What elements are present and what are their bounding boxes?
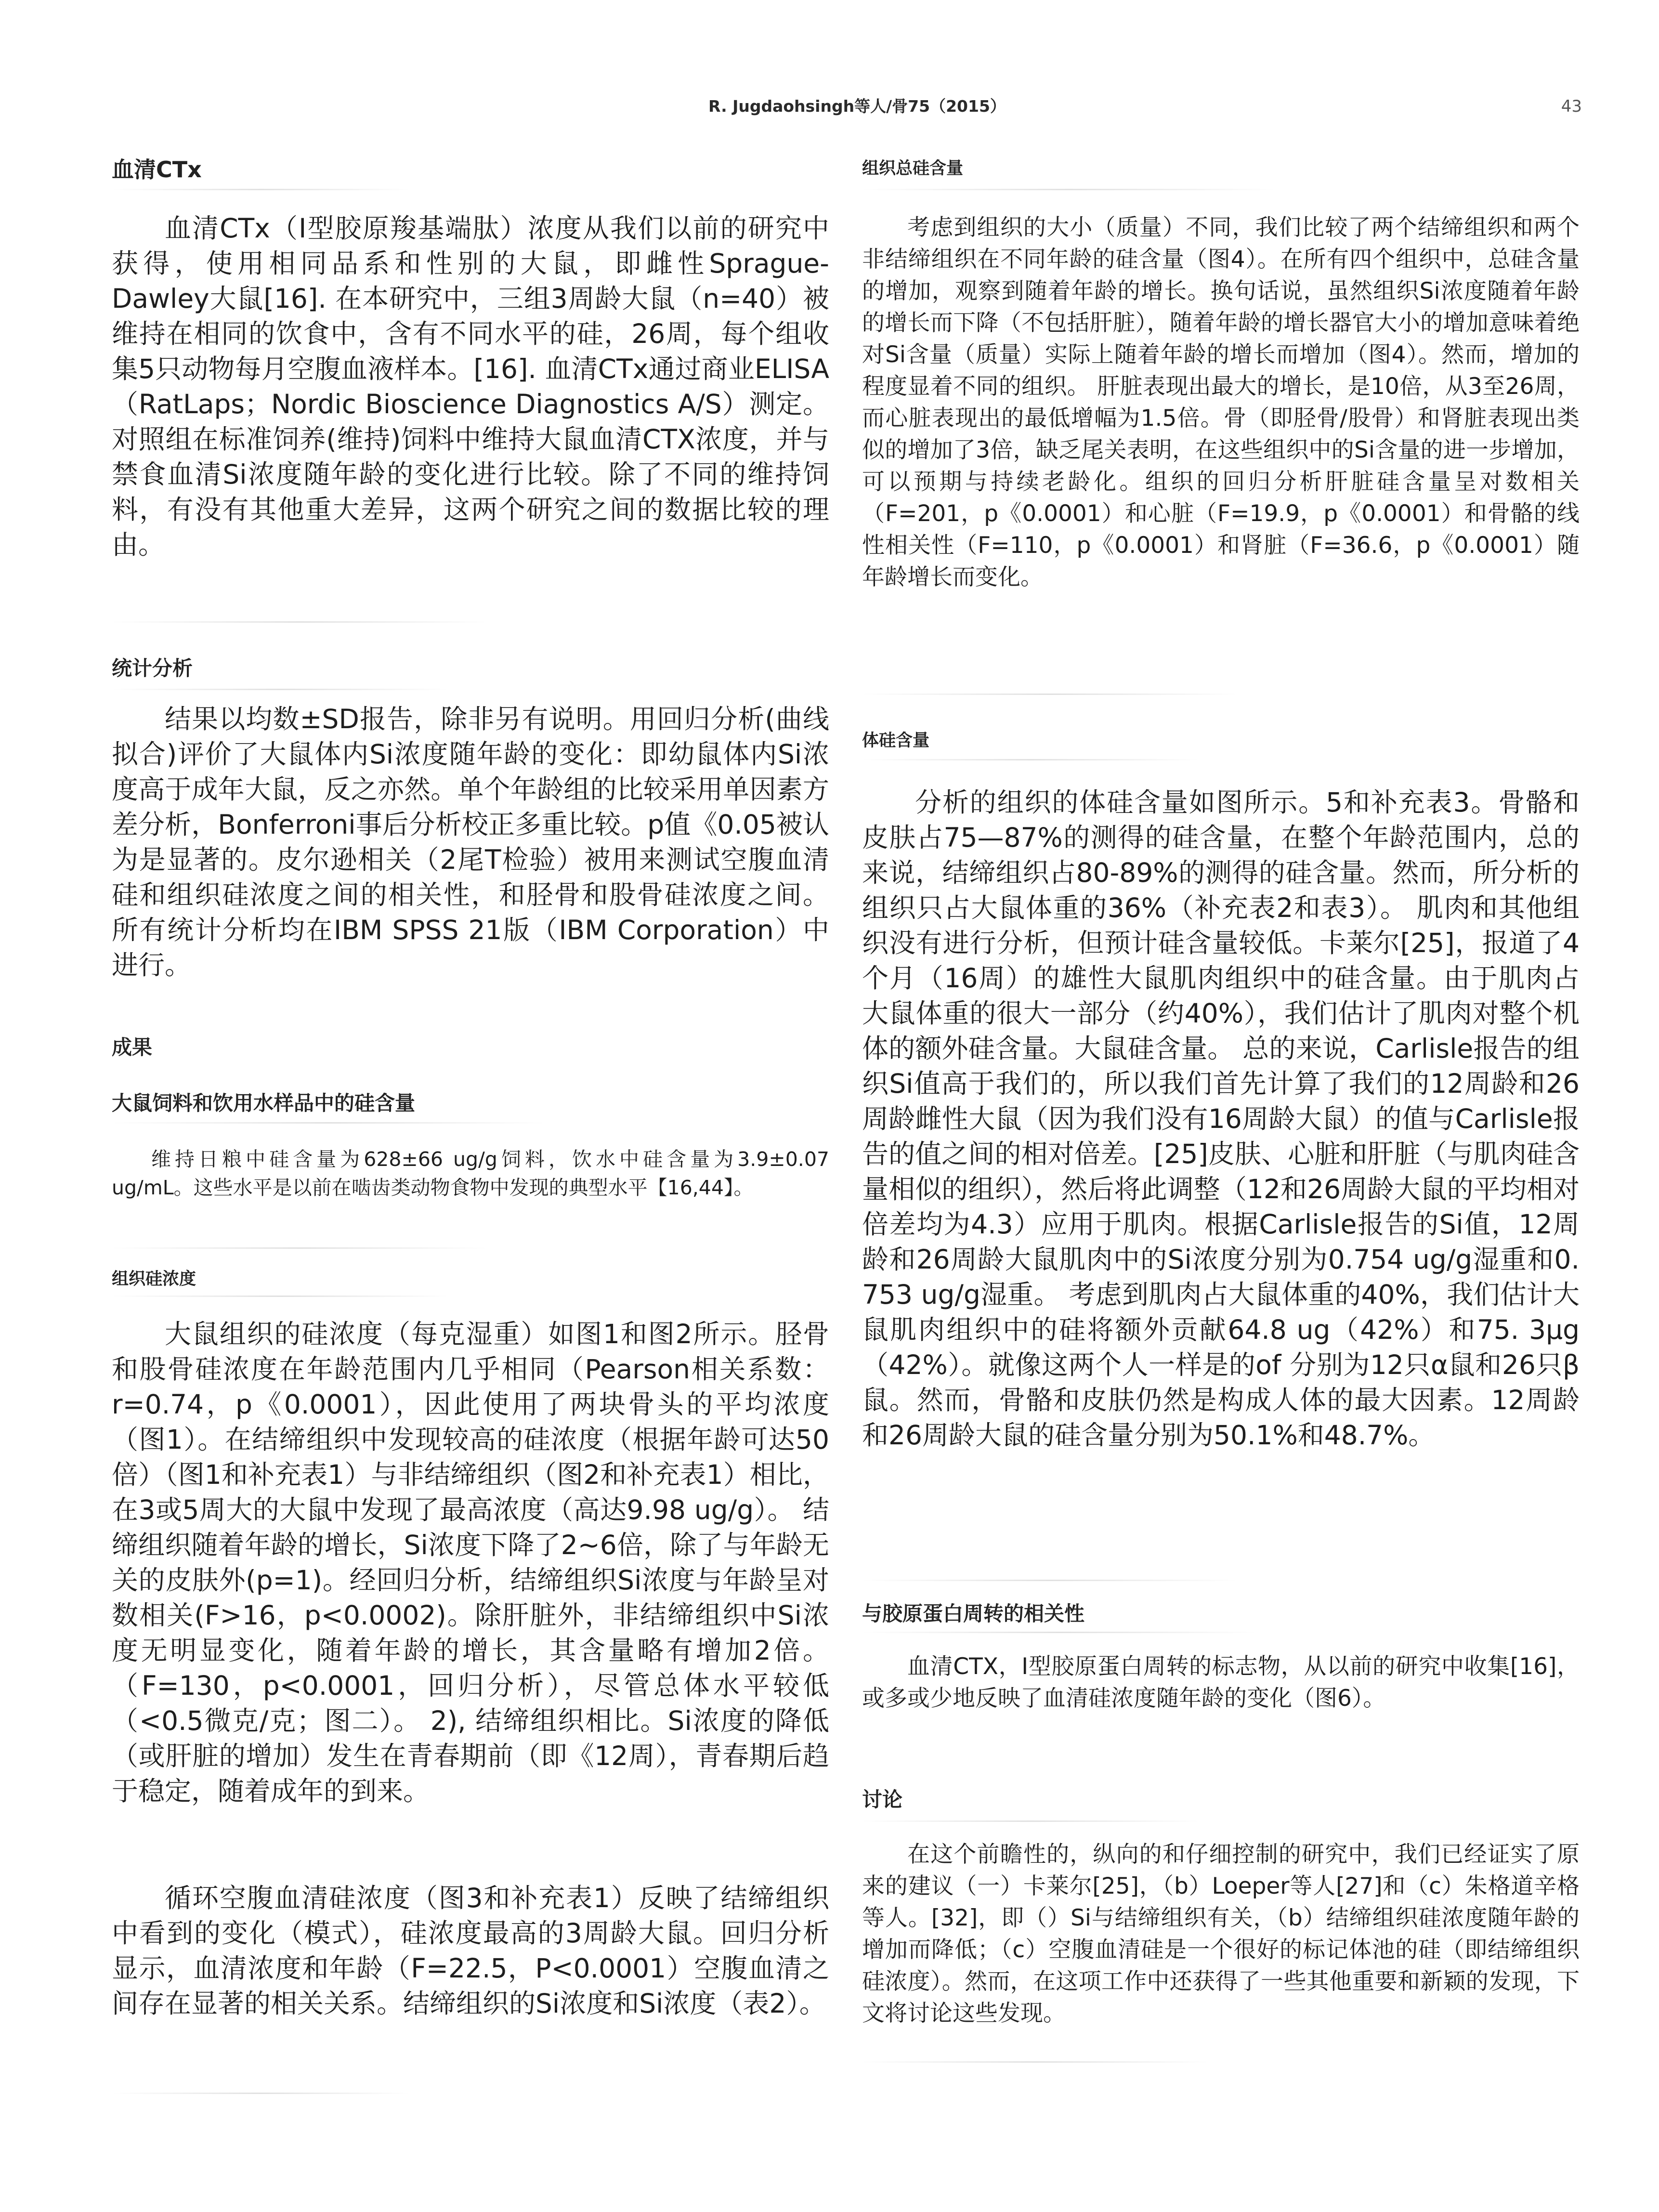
section-divider <box>112 621 487 623</box>
section-heading-statistics: 统计分析 <box>112 656 193 680</box>
section-divider <box>862 759 1199 760</box>
section-divider <box>112 689 449 690</box>
section-divider <box>862 1580 1238 1581</box>
subsection-heading-tissue-concentration: 组织硅浓度 <box>112 1270 196 1289</box>
subsection-heading-collagen-turnover: 与胶原蛋白周转的相关性 <box>862 1602 1085 1625</box>
subsection-heading-body-content: 体硅含量 <box>862 731 930 750</box>
paragraph-total-content: 考虑到组织的大小（质量）不同，我们比较了两个结缔组织和两个非结缔组织在不同年龄的硅含量（图4）。在所有四个组织中，总硅含量的增加，观察到随着年龄的增长。换句话说，虽然组织Si浓度随着年龄的增长而下降（不包括肝脏），随着年龄的增长器官大小的增加意味着绝对Si含量（质量）实际上随着年龄的增长而增加（图4）。然而，增加的程度显着不同的组织。 肝脏表现出最大的增长，是10倍，从3至26周，而心脏表现出的最低增幅为1.5倍。骨（即胫骨/股骨）和肾脏表现出类似的增加了3倍，缺乏尾关表明，在这些组织中的Si含量的进一步增加，可以预期与持续老龄化。组织的回归分析肝脏硅含量呈对数相关（F=201，p《0.0001）和心脏（F=19.9，p《0.0001）和骨骼的线性相关性（F=110，p《0.0001）和肾脏（F=36.6，p《0.0001）随年龄增长而变化。 <box>862 214 1580 590</box>
running-head: R. Jugdaohsingh等人/骨75（2015） <box>708 97 1006 116</box>
paragraph-tissue-concentration: 大鼠组织的硅浓度（每克湿重）如图1和图2所示。胫骨和股骨硅浓度在年龄范围内几乎相同（Pearson相关系数：r=0.74，p《0.0001），因此使用了两块骨头的平均浓度（图1）。在结缔组织中发现较高的硅浓度（根据年龄可达50倍）（图1和补充表1）与非结缔组织（图2和补充表1）相比，在3或5周大的大鼠中发现了最高浓度（高达9.98 ug/g）。 结缔组织随着年龄的增长，Si浓度下降了2~6倍，除了与年龄无关的皮肤外(p=1)。经回归分析，结缔组织Si浓度与年龄呈对数相关(F>16，p<0.0002)。除肝脏外，非结缔组织中Si浓度无明显变化，随着年龄的增长，其含量略有增加2倍。（F=130，p<0.0001，回归分析），尽管总体水平较低（<0.5微克/克；图二）。 2), 结缔组织相比。Si浓度的降低（或肝脏的增加）发生在青春期前（即《12周），青春期后趋于稳定，随着成年的到来。 <box>112 1319 829 1806</box>
paragraph-body-content: 分析的组织的体硅含量如图所示。5和补充表3。骨骼和皮肤占75—87%的测得的硅含量，在整个年龄范围内，总的来说，结缔组织占80-89%的测得的硅含量。然而，所分析的组织只占大鼠体重的36%（补充表2和表3）。 肌肉和其他组织没有进行分析，但预计硅含量较低。卡莱尔[25]，报道了4个月（16周）的雄性大鼠肌肉组织中的硅含量。由于肌肉占大鼠体重的很大一部分（约40%），我们估计了肌肉对整个机体的额外硅含量。大鼠硅含量。 总的来说，Carlisle报告的组织Si值高于我们的，所以我们首先计算了我们的12周龄和26周龄雌性大鼠（因为我们没有16周龄大鼠）的值与Carlisle报告的值之间的相对倍差。[25]皮肤、心脏和肝脏（与肌肉硅含量相似的组织），然后将此调整（12和26周龄大鼠的平均相对倍差均为4.3）应用于肌肉。根据Carlisle报告的Si值，12周龄和26周龄大鼠肌肉中的Si浓度分别为0.754 ug/g湿重和0. 753 ug/g湿重。 考虑到肌肉占大鼠体重的40%，我们估计大鼠肌肉组织中的硅将额外贡献64.8 ug（42%）和75. 3μg（42%）。就像这两个人一样是的of 分别为12只α鼠和26只β鼠。然而，骨骼和皮肤仍然是构成人体的最大因素。12周龄和26周龄大鼠的硅含量分别为50.1%和48.7%。 <box>862 787 1580 1451</box>
section-divider <box>112 1247 487 1249</box>
paragraph-collagen-turnover: 血清CTX，I型胶原蛋白周转的标志物，从以前的研究中收集[16]，或多或少地反映了血清硅浓度随年龄的变化（图6）。 <box>862 1653 1580 1712</box>
page-header <box>0 94 1659 123</box>
section-divider <box>862 2061 1209 2063</box>
section-divider <box>112 2093 410 2094</box>
section-heading-results: 成果 <box>112 1035 153 1059</box>
section-heading-discussion: 讨论 <box>862 1788 903 1811</box>
section-divider <box>862 694 1238 695</box>
paragraph-statistics: 结果以均数±SD报告，除非另有说明。用回归分析(曲线拟合)评价了大鼠体内Si浓度随年龄的变化：即幼鼠体内Si浓度高于成年大鼠，反之亦然。单个年龄组的比较采用单因素方差分析，Bonferroni事后分析校正多重比较。p值《0.05被认为是显著的。皮尔逊相关（2尾T检验）被用来测试空腹血清硅和组织硅浓度之间的相关性，和胫骨和股骨硅浓度之间。 所有统计分析均在IBM SPSS 21版（IBM Corporation）中进行。 <box>112 704 829 981</box>
section-divider <box>862 1632 1257 1633</box>
section-divider <box>112 189 410 190</box>
section-divider <box>862 189 1276 190</box>
paragraph-discussion: 在这个前瞻性的，纵向的和仔细控制的研究中，我们已经证实了原来的建议（一）卡莱尔[25]，（b）Loeper等人[27]和（c）朱格道辛格等人。[32]，即（）Si与结缔组织有关，（b）结缔组织硅浓度随年龄的增加而降低；（c）空腹血清硅是一个很好的标记体池的硅（即结缔组织硅浓度）。然而，在这项工作中还获得了一些其他重要和新颖的发现，下文将讨论这些发现。 <box>862 1841 1580 2027</box>
section-heading-serum-ctx: 血清CTx <box>112 157 202 183</box>
section-divider <box>112 1122 545 1124</box>
paragraph-diet-silicon: 维持日粮中硅含量为628±66 ug/g饲料，饮水中硅含量为3.9±0.07 ug/mL。这些水平是以前在啮齿类动物食物中发现的典型水平【16,44】。 <box>112 1148 829 1199</box>
section-divider <box>112 1296 449 1297</box>
subsection-heading-total-content: 组织总硅含量 <box>862 159 964 178</box>
paragraph-serum-silicon: 循环空腹血清硅浓度（图3和补充表1）反映了结缔组织中看到的变化（模式），硅浓度最高的3周龄大鼠。回归分析显示，血清浓度和年龄（F=22.5，P<0.0001）空腹血清之间存在显著的相关关系。结缔组织的Si浓度和Si浓度（表2）。 <box>112 1883 829 2019</box>
paragraph-serum-ctx: 血清CTx（I型胶原羧基端肽）浓度从我们以前的研究中获得，使用相同品系和性别的大鼠，即雌性Sprague-Dawley大鼠[16]. 在本研究中，三组3周龄大鼠（n=40）被维持在相同的饮食中，含有不同水平的硅，26周，每个组收集5只动物每月空腹血液样本。[16]. 血清CTx通过商业ELISA（RatLaps；Nordic Bioscience Diagnostics A/S）测定。 对照组在标准饲养(维持)饲料中维持大鼠血清CTX浓度，并与禁食血清Si浓度随年龄的变化进行比较。除了不同的维持饲料，有没有其他重大差异，这两个研究之间的数据比较的理由。 <box>112 213 829 560</box>
section-divider <box>862 1820 1199 1822</box>
page-number: 43 <box>1561 97 1582 116</box>
subsection-heading-diet-silicon: 大鼠饲料和饮用水样品中的硅含量 <box>112 1091 416 1115</box>
